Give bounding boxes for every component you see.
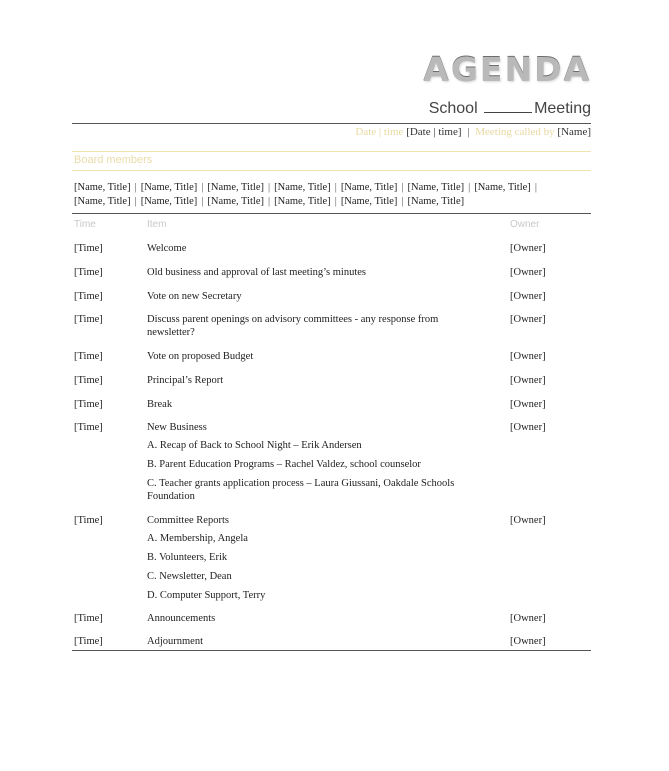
called-by-label: Meeting called by: [475, 126, 555, 138]
time-cell: [Time]: [74, 399, 103, 410]
date-separator: |: [467, 126, 470, 138]
board-member: [Name, Title]: [474, 182, 531, 193]
agenda-title: AGENDA: [423, 50, 591, 89]
sub-item: A. Recap of Back to School Night – Erik Andersen: [147, 440, 362, 451]
time-cell: [Time]: [74, 291, 103, 302]
owner-cell: [Owner]: [510, 351, 546, 362]
member-separator: |: [534, 182, 537, 193]
item-cell: Old business and approval of last meeting’s minutes: [147, 267, 367, 278]
column-header-item: Item: [147, 219, 167, 230]
board-member: [Name, Title]: [274, 182, 331, 193]
owner-cell: [Owner]: [510, 314, 546, 325]
board-member: [Name, Title]: [74, 182, 131, 193]
column-header-owner: Owner: [510, 219, 540, 230]
time-cell: [Time]: [74, 351, 103, 362]
table-bottom-divider: [72, 650, 591, 651]
owner-cell: [Owner]: [510, 613, 546, 624]
time-cell: [Time]: [74, 375, 103, 386]
time-cell: [Time]: [74, 515, 103, 526]
member-separator: |: [468, 182, 471, 193]
column-header-time: Time: [74, 219, 96, 230]
time-cell: [Time]: [74, 314, 103, 325]
meeting-title: [429, 100, 591, 118]
board-members-list: [74, 181, 574, 209]
item-cell: Principal’s Report: [147, 375, 224, 386]
board-members-heading: [72, 151, 591, 171]
board-member: [Name, Title]: [207, 196, 264, 207]
members-line-1: [74, 181, 574, 195]
called-by-value: [Name]: [557, 126, 591, 138]
board-member: [Name, Title]: [340, 182, 398, 193]
member-separator: |: [268, 182, 271, 193]
meeting-name-blank: [484, 100, 532, 113]
board-member: [Name, Title]: [274, 196, 331, 207]
owner-cell: [Owner]: [510, 399, 546, 410]
sub-item: B. Volunteers, Erik: [147, 552, 228, 563]
member-separator: |: [134, 182, 137, 193]
date-line: [355, 126, 591, 138]
member-separator: |: [334, 196, 337, 207]
sub-item: B. Parent Education Programs – Rachel Valdez, school counselor: [147, 459, 421, 470]
member-separator: |: [134, 196, 137, 207]
owner-cell: [Owner]: [510, 267, 546, 278]
item-cell: Committee Reports: [147, 515, 229, 526]
sub-item: C. Teacher grants application process – Laura Giussani, Oakdale Schools Foundation: [147, 478, 455, 502]
time-cell: [Time]: [74, 267, 103, 278]
meeting-suffix: Meeting: [534, 100, 591, 117]
item-cell: Announcements: [147, 613, 216, 624]
board-member: [Name, Title]: [340, 196, 398, 207]
board-member: [Name, Title]: [407, 182, 465, 193]
owner-cell: [Owner]: [510, 515, 546, 526]
members-line-2: [74, 195, 574, 209]
time-cell: [Time]: [74, 243, 103, 254]
meeting-prefix: School: [428, 100, 478, 117]
board-member: [Name, Title]: [407, 196, 465, 207]
board-members-label: Board members: [74, 154, 153, 166]
owner-cell: [Owner]: [510, 422, 546, 433]
item-cell: Welcome: [147, 243, 187, 254]
owner-cell: [Owner]: [510, 636, 546, 647]
time-cell: [Time]: [74, 422, 103, 433]
member-separator: |: [201, 182, 204, 193]
member-separator: |: [268, 196, 271, 207]
table-top-divider: [72, 213, 591, 214]
sub-item: A. Membership, Angela: [147, 533, 248, 544]
item-cell: Vote on proposed Budget: [147, 351, 254, 362]
board-member: [Name, Title]: [74, 196, 131, 207]
item-cell: Discuss parent openings on advisory committees - any response from newsletter?: [147, 314, 439, 338]
board-member: [Name, Title]: [140, 182, 198, 193]
item-cell: New Business: [147, 422, 207, 433]
owner-cell: [Owner]: [510, 291, 546, 302]
member-separator: |: [201, 196, 204, 207]
header-divider: [72, 123, 591, 124]
time-cell: [Time]: [74, 636, 103, 647]
date-label: Date | time: [355, 126, 404, 138]
sub-item: D. Computer Support, Terry: [147, 590, 266, 601]
sub-item: C. Newsletter, Dean: [147, 571, 232, 582]
owner-cell: [Owner]: [510, 375, 546, 386]
member-separator: |: [334, 182, 337, 193]
member-separator: |: [401, 196, 404, 207]
date-value: [Date | time]: [406, 126, 462, 138]
item-cell: Vote on new Secretary: [147, 291, 242, 302]
board-member: [Name, Title]: [140, 196, 198, 207]
board-member: [Name, Title]: [207, 182, 264, 193]
owner-cell: [Owner]: [510, 243, 546, 254]
item-cell: Adjournment: [147, 636, 203, 647]
member-separator: |: [401, 182, 404, 193]
item-cell: Break: [147, 399, 173, 410]
time-cell: [Time]: [74, 613, 103, 624]
